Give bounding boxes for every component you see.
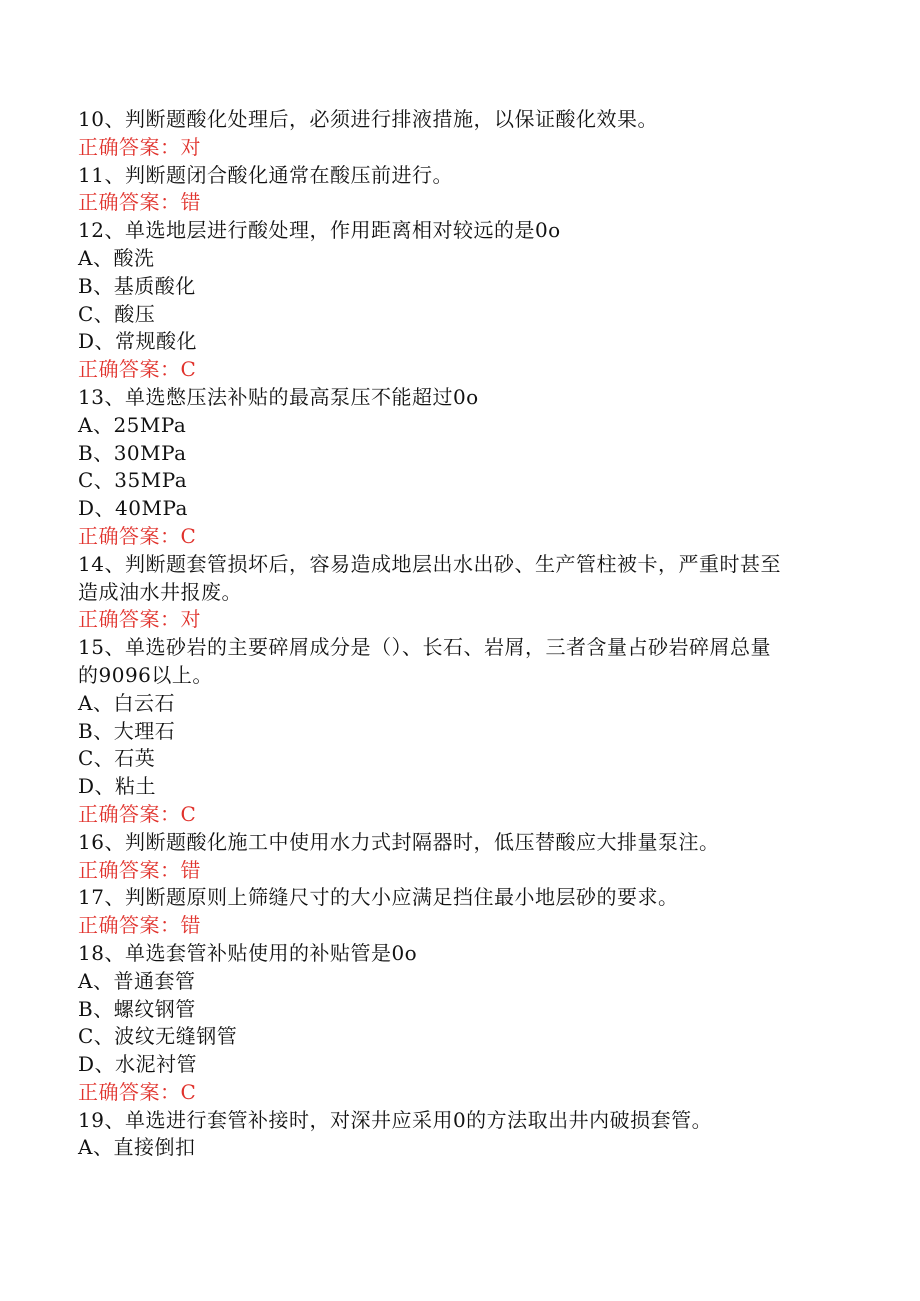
- option-line: C、波纹无缝钢管: [78, 1024, 238, 1049]
- question-line: 的9096以上。: [78, 662, 213, 687]
- answer-line: 正确答案：C: [78, 801, 197, 826]
- option-line: B、基质酸化: [78, 273, 196, 298]
- question-line: 造成油水井报废。: [78, 579, 242, 604]
- option-line: A、白云石: [78, 690, 175, 715]
- option-line: B、螺纹钢管: [78, 996, 196, 1021]
- answer-line: 正确答案：C: [78, 357, 197, 382]
- option-line: C、酸压: [78, 301, 156, 326]
- option-line: D、水泥衬管: [78, 1052, 198, 1077]
- option-line: A、直接倒扣: [78, 1135, 196, 1160]
- document-body: [78, 106, 838, 1162]
- option-line: D、粘土: [78, 774, 157, 799]
- option-line: A、25MPa: [78, 412, 187, 437]
- option-line: A、酸洗: [78, 245, 155, 270]
- answer-line: 正确答案：对: [78, 607, 201, 632]
- answer-line: 正确答案：错: [78, 913, 201, 938]
- question-line: 13、单选憋压法补贴的最高泵压不能超过0o: [78, 384, 479, 409]
- question-line: 19、单选进行套管补接时，对深井应采用0的方法取出井内破损套管。: [78, 1107, 713, 1132]
- question-line: 17、判断题原则上筛缝尺寸的大小应满足挡住最小地层砂的要求。: [78, 885, 679, 910]
- option-line: A、普通套管: [78, 968, 196, 993]
- option-line: D、40MPa: [78, 496, 188, 521]
- question-line: 10、判断题酸化处理后，必须进行排液措施，以保证酸化效果。: [78, 107, 658, 131]
- option-line: C、35MPa: [78, 468, 188, 493]
- question-line: 12、单选地层进行酸处理，作用距离相对较远的是0o: [78, 218, 561, 243]
- option-line: D、常规酸化: [78, 329, 198, 354]
- option-line: B、大理石: [78, 718, 176, 743]
- question-line: 18、单选套管补贴使用的补贴管是0o: [78, 940, 418, 965]
- option-line: B、30MPa: [78, 440, 187, 465]
- answer-line: 正确答案：错: [78, 190, 201, 215]
- question-line: 11、判断题闭合酸化通常在酸压前进行。: [78, 162, 453, 187]
- question-line: 16、判断题酸化施工中使用水力式封隔器时，低压替酸应大排量泵注。: [78, 829, 720, 854]
- answer-line: 正确答案：C: [78, 523, 197, 548]
- option-line: C、石英: [78, 746, 156, 771]
- answer-line: 正确答案：对: [78, 134, 201, 159]
- answer-line: 正确答案：C: [78, 1079, 197, 1104]
- question-line: 14、判断题套管损坏后，容易造成地层出水出砂、生产管柱被卡，严重时甚至: [78, 551, 781, 576]
- answer-line: 正确答案：错: [78, 857, 201, 882]
- question-line: 15、单选砂岩的主要碎屑成分是（）、长石、岩屑，三者含量占砂岩碎屑总量: [78, 635, 771, 660]
